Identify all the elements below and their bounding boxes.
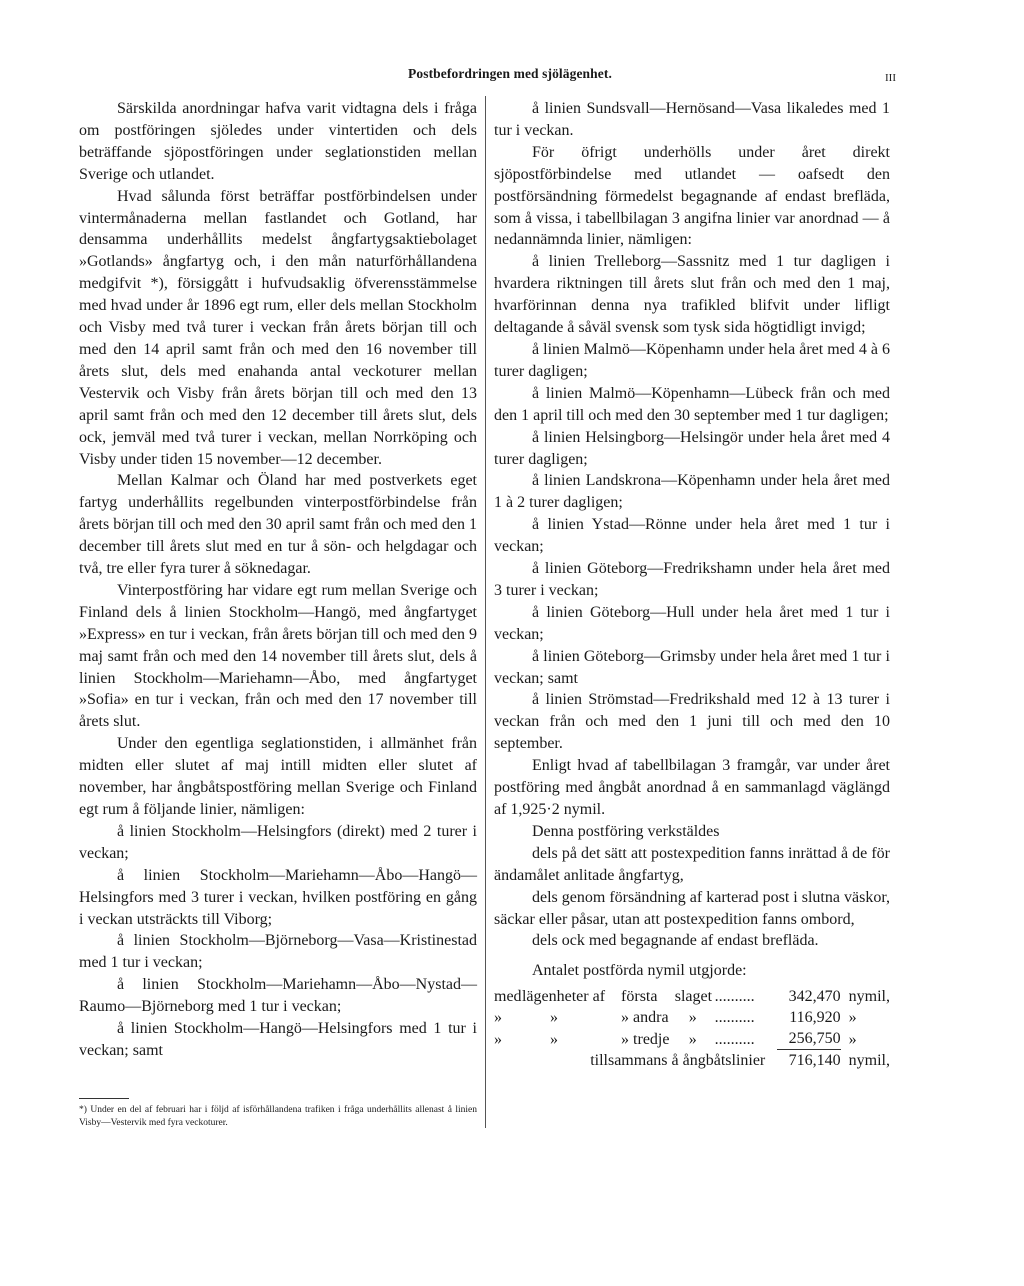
row-dots: .......... bbox=[714, 1030, 755, 1048]
list-item: å linien Göteborg—Fredrikshamn under hela året med 3 turer i veckan; bbox=[494, 560, 890, 599]
row-tail: » bbox=[688, 1009, 697, 1027]
row-dots: .......... bbox=[714, 988, 755, 1006]
table-row bbox=[494, 1028, 890, 1050]
row-prefix: med bbox=[494, 988, 522, 1006]
table-caption: Antalet postförda nymil utgjorde: bbox=[532, 962, 747, 980]
list-item: å linien Ystad—Rönne under hela året med 1 tur i veckan; bbox=[494, 516, 890, 556]
list-item: å linien Sundsvall—Hernösand—Vasa likaledes med 1 tur i veckan. bbox=[494, 100, 890, 139]
paragraph: Under den egentliga seglationstiden, i allmänhet från midten eller slutet af maj intill midten eller slutet af november, har ångbåtspostföring mellan Sverige och Finland egt rum å följande linier, nämligen: bbox=[79, 735, 477, 818]
list-item: å linien Stockholm—Mariehamn—Åbo—Nystad—Raumo—Björneborg med 1 tur i veckan; bbox=[79, 976, 477, 1016]
row-mid: » bbox=[549, 1030, 558, 1048]
row-prefix: » bbox=[494, 1030, 502, 1048]
total-value: 716,140 bbox=[788, 1052, 841, 1070]
paragraph: Särskilda anordningar hafva varit vidtagna dels i fråga om postföringen sjöledes under vintertiden och dels beträffande sjöpostföringen under seglationstiden mellan Sverige och utlandet. bbox=[79, 100, 477, 183]
list-item: dels ock med begagnande af endast brefläda. bbox=[532, 932, 819, 950]
left-column bbox=[79, 98, 477, 1062]
list-item: å linien Stockholm—Hangö—Helsingfors med 1 tur i veckan; samt bbox=[79, 1020, 477, 1059]
list-item: å linien Stockholm—Helsingfors (direkt) med 2 turer i veckan; bbox=[79, 822, 477, 862]
list-item: å linien Landskrona—Köpenhamn under hela året med 1 à 2 turer dagligen; bbox=[494, 472, 890, 512]
list-item: dels genom försändning af karterad post i slutna väskor, säckar eller påsar, utan att postexpedition fanns ombord, bbox=[494, 888, 890, 928]
paragraph: Mellan Kalmar och Öland har med postverkets eget fartyg underhållits regelbunden vinterpostförbindelse från årets början till och med den 30 april samt från och med den 1 december till årets slut med en tur å sön- och helgdagar och två, tre eller fyra turer å söknedagar. bbox=[79, 472, 477, 578]
column-divider bbox=[485, 96, 486, 1128]
row-unit: » bbox=[848, 1009, 857, 1027]
row-value: 256,750 bbox=[777, 1028, 840, 1050]
list-item: å linien Malmö—Köpenhamn under hela året med 4 à 6 turer dagligen; bbox=[494, 340, 890, 380]
list-item: å linien Helsingborg—Helsingör under hela året med 4 turer dagligen; bbox=[494, 428, 890, 468]
footnote: *) Under en del af februari har i följd af isförhållandena trafiken i fråga underhållits allenast å linien Visby—Vestervik med fyra veckoturer. bbox=[79, 1105, 477, 1128]
row-tail: slaget bbox=[674, 988, 713, 1006]
running-header: Postbefordringen med sjölägenhet. bbox=[408, 66, 612, 81]
list-item: å linien Göteborg—Grimsby under hela året med 1 tur i veckan; samt bbox=[494, 647, 890, 687]
paragraph: För öfrigt underhölls under året direkt sjöpostförbindelse med utlandet — oafsedt den postförsändning förmedelst begagnande af endast brefläda, som å vissa, i tabellbilagan 3 angifna linier var anordnad — å nedannämnda linier, nämligen: bbox=[494, 143, 890, 249]
row-dots: .......... bbox=[714, 1009, 755, 1027]
paragraph: Hvad sålunda först beträffar postförbindelsen under vintermånaderna mellan fastlandet och Gotland, har densamma underhållits medelst ångfartygsaktiebolaget »Gotlands» ångfartyg och, i den mån naturförhållandena medgifvit *), försiggått i hufvudsaklig öfverensstämmelse med hvad under år 1896 egt rum, eller dels mellan Stockholm och Visby med två turer i veckan från årets början till och med den 14 april samt från och med den 16 november till årets slut, dels med enahanda antal veckoturer mellan Vestervik och Visby från årets början till och med den 13 april samt från och med den 12 december till årets slut, dels ock, jemväl med två turer i veckan, mellan Norrköping och Visby under tiden 15 november—12 december. bbox=[79, 187, 477, 468]
row-mid: » bbox=[549, 1009, 558, 1027]
row-value: 116,920 bbox=[789, 1009, 841, 1027]
row-kind: första bbox=[621, 988, 658, 1006]
list-item: å linien Stockholm—Mariehamn—Åbo—Hangö—Helsingfors med 3 turer i veckan, hvilken postföring en gång i veckan utsträckts till Viborg; bbox=[79, 866, 477, 928]
table-row bbox=[494, 986, 890, 1007]
total-label: tillsammans å ångbåtslinier bbox=[590, 1052, 766, 1069]
row-mid: lägenheter af bbox=[521, 988, 606, 1006]
nymil-table bbox=[494, 986, 890, 1071]
row-tail: » bbox=[688, 1030, 697, 1048]
footnote-rule bbox=[79, 1098, 129, 1099]
paragraph: Vinterpostföring har vidare egt rum mellan Sverige och Finland dels å linien Stockholm—Hangö, med ångfartyget »Express» en tur i veckan, från årets början till och med den 9 maj samt från och med den 14 november till årets slut, dels å linien Stockholm—Mariehamn—Åbo, med ångfartyget »Sofia» en tur i veckan, från och med den 17 november till årets slut. bbox=[79, 581, 477, 731]
paragraph: Enligt hvad af tabellbilagan 3 framgår, var under året postföring med ångbåt anordnad å en sammanlagd väglängd af 1,925·2 nymil. bbox=[494, 757, 890, 818]
table-total-row bbox=[494, 1050, 890, 1072]
row-value: 342,470 bbox=[788, 988, 841, 1006]
table-row bbox=[494, 1007, 890, 1028]
row-kind: » tredje bbox=[621, 1030, 670, 1048]
row-prefix: » bbox=[494, 1009, 502, 1027]
list-item: å linien Malmö—Köpenhamn—Lübeck från och med den 1 april till och med den 30 september med 1 tur dagligen; bbox=[494, 384, 890, 424]
row-unit: » bbox=[848, 1030, 857, 1048]
list-item: å linien Strömstad—Fredrikshald med 12 à 13 turer i veckan från och med den 1 juni till och med den 10 september. bbox=[494, 691, 890, 753]
list-item: å linien Stockholm—Björneborg—Vasa—Kristinestad med 1 tur i veckan; bbox=[79, 932, 477, 972]
list-item: dels på det sätt att postexpedition fanns inrättad å de för ändamålet anlitade ångfartyg, bbox=[494, 844, 890, 884]
right-column bbox=[494, 98, 890, 1071]
row-unit: nymil, bbox=[848, 988, 890, 1006]
paragraph: Denna postföring verkstäldes bbox=[532, 822, 720, 840]
row-kind: » andra bbox=[621, 1009, 669, 1027]
list-item: å linien Göteborg—Hull under hela året med 1 tur i veckan; bbox=[494, 603, 890, 643]
page-number: III bbox=[885, 72, 896, 84]
total-unit: nymil, bbox=[848, 1052, 890, 1069]
list-item: å linien Trelleborg—Sassnitz med 1 tur dagligen i hvardera riktningen till årets slut från och med den 1 maj, hvarförinnan denna nya trafikled blifvit under lifligt deltagande å såväl svensk som tysk sida högtidligt invigd; bbox=[494, 253, 890, 337]
